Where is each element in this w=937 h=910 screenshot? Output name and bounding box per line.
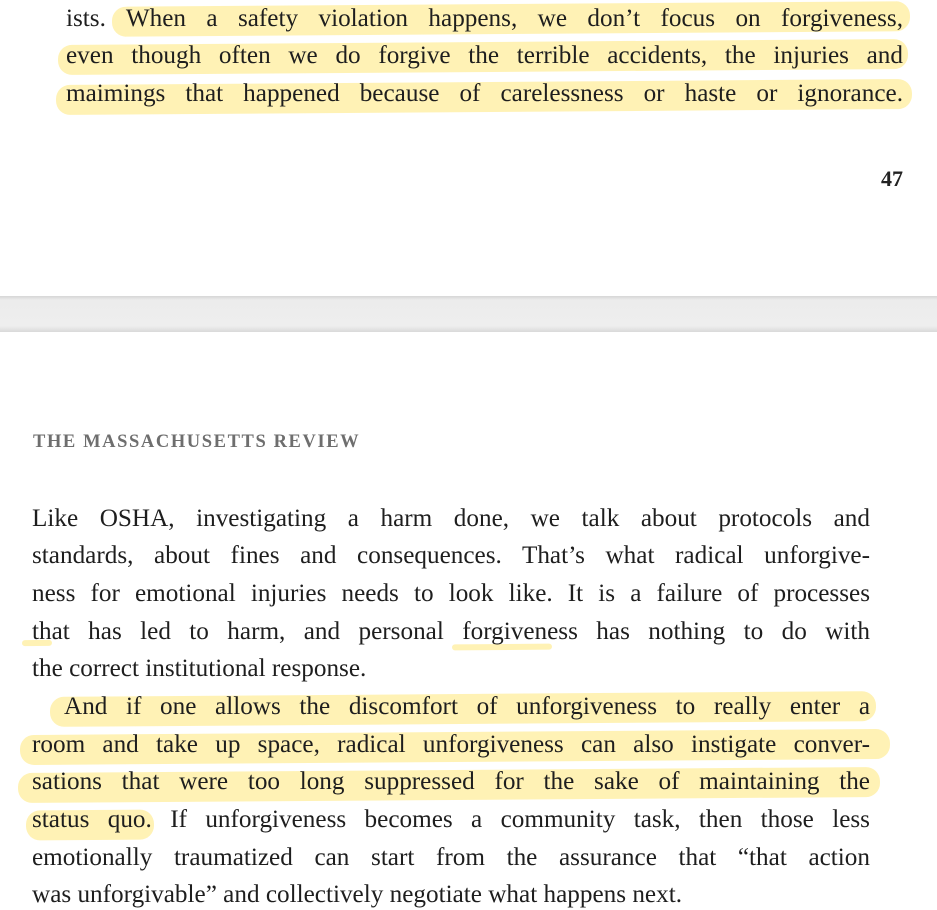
page-number: 47 [881,166,903,191]
text-line: even though often we do forgive the terrible accidents, the injuries and [66,42,903,69]
text-line: ness for emotional injuries needs to look like. It is a failure of processes [32,580,870,607]
text-line: Like OSHA, investigating a harm done, we talk about protocols and [32,505,870,532]
text-line: was unforgivable” and collectively negotiate what happens next. [32,881,682,908]
text-line: that has led to harm, and personal forgiveness has nothing to do with [32,618,870,645]
text-line: emotionally traumatized can start from the assurance that “that action [32,844,870,871]
text-line: ists. When a safety violation happens, we don’t focus on forgiveness, [66,5,903,32]
running-head: THE MASSACHUSETTS REVIEW [33,432,361,452]
page-48 [0,332,937,910]
text-line: And if one allows the discomfort of unforgiveness to really enter a [64,693,870,720]
text-line: the correct institutional response. [32,655,367,682]
text-line: standards, about fines and consequences. That’s what radical unforgive- [32,542,870,569]
text-line: sations that were too long suppressed for the sake of maintaining the [32,768,870,795]
text-line: room and take up space, radical unforgiveness can also instigate conver- [32,731,870,758]
text-line: status quo. If unforgiveness becomes a community task, then those less [32,806,870,833]
text-line: maimings that happened because of carelessness or haste or ignorance. [66,80,903,107]
page-47 [0,0,937,296]
page-separator [0,296,937,332]
